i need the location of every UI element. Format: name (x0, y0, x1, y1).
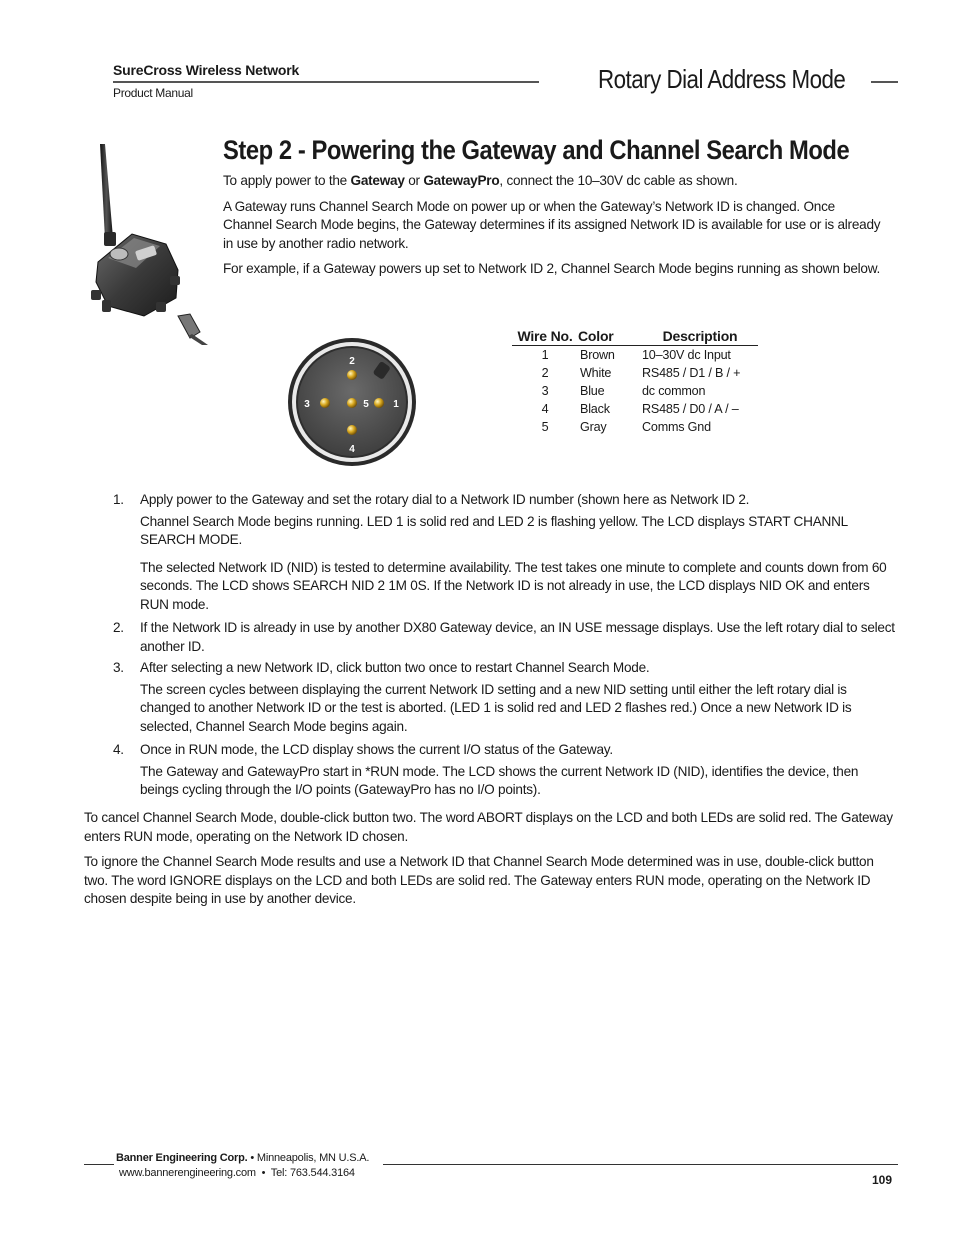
step-number: 4. (113, 742, 124, 757)
gateway-term: Gateway (350, 173, 405, 188)
wire-description-cell: RS485 / D0 / A / – (642, 402, 739, 416)
wire-color-cell: Blue (580, 384, 605, 398)
table-row (512, 382, 758, 400)
step-number: 2. (113, 620, 124, 635)
step-paragraph: If the Network ID is already in use by another DX80 Gateway device, an IN USE message displays. Use the left rotary dial to select another ID. (140, 620, 895, 654)
wire-no-cell: 4 (541, 402, 549, 416)
header-rule (113, 81, 539, 83)
wire-color-cell: Gray (580, 420, 607, 434)
footer-website[interactable]: www.bannerengineering.com (119, 1167, 256, 1179)
wire-color-cell: Black (580, 402, 610, 416)
wire-color-cell: Brown (580, 348, 615, 362)
wire-no-cell: 5 (541, 420, 549, 434)
pin-label-1: 1 (393, 399, 399, 410)
table-row (512, 418, 758, 436)
step-paragraph: Channel Search Mode begins running. LED 1 is solid red and LED 2 is flashing yellow. The LCD displays START CHANNL SEARCH MODE. (140, 513, 848, 547)
step-number: 1. (113, 492, 124, 507)
wire-description-cell: dc common (642, 384, 706, 398)
wire-description-cell: RS485 / D1 / B / + (642, 366, 741, 380)
list-item (108, 491, 898, 614)
section-title-rule (871, 81, 898, 83)
footer-company: Banner Engineering Corp. (116, 1152, 248, 1164)
wire-table-header-row (512, 328, 758, 346)
gateway-device-image (86, 140, 210, 345)
step-paragraph: Apply power to the Gateway and set the rotary dial to a Network ID number (shown here as Network ID 2. (140, 492, 750, 507)
footer-phone: Tel: 763.544.3164 (270, 1167, 355, 1179)
footer-rule-left (84, 1164, 114, 1165)
connector-pinout-diagram (288, 333, 420, 470)
intro-text-segment: , connect the 10–30V dc cable as shown. (499, 173, 738, 188)
col-header-color: Color (578, 328, 642, 346)
table-row (512, 346, 758, 365)
page-number: 109 (872, 1173, 893, 1187)
intro-text-segment: or (404, 173, 424, 188)
footer-bullet: • (261, 1167, 266, 1179)
pin-label-5: 5 (363, 399, 369, 410)
col-header-wire-no: Wire No. (512, 328, 578, 346)
pin-label-4: 4 (349, 444, 355, 455)
intro-paragraph-1 (223, 172, 883, 191)
intro-text (223, 172, 883, 286)
intro-paragraph-3: For example, if a Gateway powers up set to Network ID 2, Channel Search Mode begins running as shown below. (223, 261, 881, 276)
step-heading: Step 2 - Powering the Gateway and Channel Search Mode (223, 135, 850, 165)
footer-bullet: • (250, 1152, 255, 1164)
intro-text-segment: To apply power to the (223, 173, 351, 188)
table-row (512, 364, 758, 382)
col-header-description: Description (642, 328, 758, 346)
wire-description-cell: Comms Gnd (642, 420, 711, 434)
list-item (108, 741, 898, 800)
procedure-steps (108, 491, 898, 804)
footer-location: Minneapolis, MN U.S.A. (256, 1152, 370, 1164)
footer-rule (383, 1164, 898, 1165)
wire-no-cell: 1 (541, 348, 549, 362)
pin-label-2: 2 (349, 356, 355, 367)
section-title: Rotary Dial Address Mode (598, 64, 846, 94)
header-product-name: SureCross Wireless Network (113, 62, 300, 78)
step-paragraph: The Gateway and GatewayPro start in *RUN mode. The LCD shows the current Network ID (NID), identifies the device, then beings cycling through the I/O points (GatewayPro has no I/O points). (140, 763, 859, 797)
header-manual-label: Product Manual (113, 86, 193, 100)
step-paragraph: After selecting a new Network ID, click button two once to restart Channel Search Mode. (140, 660, 650, 675)
wire-table (512, 328, 758, 436)
step-number: 3. (113, 660, 124, 675)
wire-color-cell: White (580, 366, 612, 380)
wire-description-cell: 10–30V dc Input (642, 348, 731, 362)
wire-no-cell: 3 (541, 384, 549, 398)
footer-contact-line (119, 1167, 355, 1179)
step-paragraph: The selected Network ID (NID) is tested to determine availability. The test takes one minute to complete and counts down from 60 seconds. The LCD shows SEARCH NID 2 1M 0S. If the Network ID is not already in use, the LCD displays NID OK and enters RUN mode. (140, 559, 887, 612)
step-paragraph: The screen cycles between displaying the current Network ID setting and a new NID setting until either the left rotary dial is changed to another Network ID or the test is aborted. (LED 1 is solid red and LED 2 flashes red.) Once a new Network ID is selected, Channel Search Mode begins again. (140, 681, 852, 734)
ignore-paragraph: To ignore the Channel Search Mode results and use a Network ID that Channel Search Mode determined was in use, double-click button two. The word IGNORE displays on the LCD and both LEDs are solid red. The Gateway enters RUN mode, operating on the Network ID chosen despite being in use by another device. (84, 854, 874, 906)
list-item (108, 659, 898, 736)
cancel-paragraph: To cancel Channel Search Mode, double-click button two. The word ABORT displays on the LCD and both LEDs are solid red. The Gateway enters RUN mode, operating on the Network ID chosen. (84, 810, 893, 844)
step-paragraph: Once in RUN mode, the LCD display shows the current I/O status of the Gateway. (140, 742, 613, 757)
pin-label-3: 3 (304, 399, 310, 410)
closing-text (84, 809, 898, 916)
list-item (108, 619, 898, 656)
intro-paragraph-2: A Gateway runs Channel Search Mode on power up or when the Gateway’s Network ID is changed. Once Channel Search Mode begins, the Gateway determines if its assigned Network ID is available for use or is already in use by another radio network. (223, 198, 881, 251)
footer-company-line (116, 1152, 369, 1164)
gatewaypro-term: GatewayPro (423, 173, 500, 188)
wire-no-cell: 2 (541, 366, 549, 380)
table-row (512, 400, 758, 418)
